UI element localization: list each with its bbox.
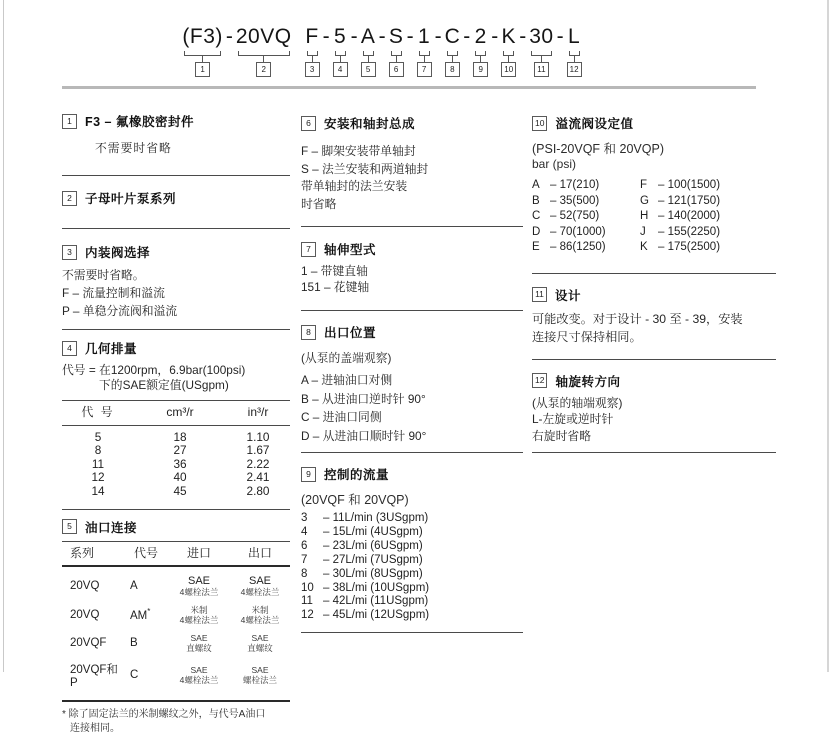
section-1-title: F3 – 氟橡胶密封件 (85, 115, 194, 129)
section-8-subtitle: (从泵的盖端观察) (301, 351, 392, 365)
body-line: L-左旋或逆时针 (532, 412, 614, 426)
segment-text: C (444, 25, 461, 48)
port-line: 4螺栓法兰 (179, 586, 219, 597)
column-2 (301, 106, 523, 633)
section-12-title: 轴旋转方向 (555, 374, 621, 389)
option-code: H (640, 210, 649, 222)
option-line: 151 – 花键轴 (301, 280, 370, 294)
model-code-segment-2 (236, 24, 292, 77)
section-8-body (301, 371, 523, 445)
option-text: – 38L/mi (10USgpm) (323, 581, 430, 594)
page-left-edge (3, 0, 4, 672)
section-7-title: 轴伸型式 (324, 243, 377, 257)
port-row-series: 20VQF和P (70, 663, 118, 689)
option-text: – 100(1500) (658, 179, 721, 191)
option-line: A – 进轴油口对侧 (301, 373, 393, 387)
port-line: SAE (248, 574, 271, 587)
table-cell: 2.80 (246, 483, 270, 498)
port-line: 4螺栓法兰 (179, 614, 219, 625)
relief-option (640, 225, 748, 241)
section-11-body (532, 310, 776, 346)
section-11-title: 设计 (555, 288, 582, 303)
port-outlet-cell (230, 605, 290, 625)
section-divider (301, 226, 523, 227)
section-1-number-box: 1 (62, 114, 77, 129)
option-text: – 175(2500) (658, 241, 721, 253)
flow-option (301, 540, 523, 554)
option-line: P – 单稳分流阀和溢流 (62, 304, 178, 318)
section-divider (532, 452, 776, 453)
model-code-segment-1 (182, 24, 223, 77)
column-header: cm³/r (166, 405, 194, 419)
segment-separator: - (434, 25, 442, 48)
section-7-number-box: 7 (301, 242, 316, 257)
section-3-body (62, 266, 290, 320)
segment-text: 2 (474, 25, 487, 48)
model-code-segment-11 (529, 24, 553, 77)
segment-separator: - (322, 25, 330, 48)
section-9-subtitle: (20VQF 和 20VQP) (301, 493, 409, 507)
section-11-number-box: 11 (532, 287, 547, 302)
option-text: – 27L/mi (7USgpm) (323, 553, 423, 566)
footnote-line: 连接相同。 (70, 722, 120, 734)
port-row-code: B (130, 636, 138, 649)
column-header: 代 号 (81, 405, 115, 419)
section-11-header (532, 286, 776, 304)
section-6-title: 安装和轴封总成 (324, 117, 416, 131)
model-code-segment-4 (333, 24, 348, 77)
option-line: 时省略 (301, 196, 337, 211)
relief-settings-right (640, 178, 748, 256)
model-code-segment-10 (501, 24, 516, 77)
port-inlet-cell (168, 605, 230, 625)
relief-option (640, 194, 748, 210)
option-code: 11 (301, 595, 313, 608)
segment-text: 20VQ (235, 25, 292, 48)
table-cell: 5 (94, 429, 102, 444)
table-cell: 36 (173, 456, 187, 471)
segment-number-box: 4 (333, 62, 348, 77)
option-text: – 30L/mi (8USgpm) (323, 567, 423, 580)
segment-number-box: 8 (445, 62, 460, 77)
port-outlet-cell (230, 665, 290, 685)
section-9-header (301, 465, 523, 483)
content-columns (62, 106, 776, 736)
segment-number-box: 10 (501, 62, 516, 77)
section-10-header (532, 114, 776, 132)
section-divider (301, 632, 523, 633)
option-code: J (640, 225, 646, 238)
segment-text: 5 (333, 25, 347, 48)
relief-option (532, 178, 640, 194)
relief-option (532, 194, 640, 210)
option-text: – 70(1000) (550, 225, 606, 238)
port-row-series: 20VQ (70, 608, 100, 621)
flow-option (301, 582, 523, 596)
table-cell: 45 (173, 483, 187, 498)
model-code-segment-6 (389, 24, 404, 77)
table-cell: 2.41 (246, 470, 270, 485)
section-divider (62, 175, 290, 176)
segment-separator: - (556, 25, 564, 48)
relief-option (532, 240, 640, 256)
table-cell: 40 (173, 470, 187, 485)
model-code-segment-12 (567, 24, 582, 77)
segment-number-box: 2 (256, 62, 271, 77)
flow-option (301, 609, 523, 623)
table-cell: 12 (91, 470, 105, 485)
section-3-number-box: 3 (62, 245, 77, 260)
option-text: – 52(750) (550, 210, 600, 222)
section-6-number-box: 6 (301, 116, 316, 131)
option-line: 不需要时省略。 (62, 268, 145, 282)
section-5-header (62, 518, 290, 536)
section-divider (301, 310, 523, 311)
relief-option (532, 209, 640, 225)
option-code: K (640, 241, 648, 253)
option-line: C – 进油口同侧 (301, 410, 382, 424)
section-4-header (62, 339, 290, 357)
port-inlet-cell (168, 633, 230, 653)
option-code: 8 (301, 567, 308, 580)
column-3 (532, 106, 776, 453)
option-text: – 155(2250) (658, 225, 721, 238)
model-code-segment-3 (305, 24, 320, 77)
segment-text: 30 (529, 25, 554, 48)
segment-separator: - (350, 25, 358, 48)
segment-number-box: 9 (473, 62, 488, 77)
section-6-header (301, 114, 523, 132)
option-code: 4 (301, 525, 308, 538)
section-3-title: 内装阀选择 (85, 246, 151, 260)
section-4-title: 几何排量 (85, 342, 138, 356)
option-code: C (532, 210, 541, 222)
segment-text: (F3) (182, 25, 223, 48)
column-header: 系列 (70, 545, 95, 560)
section-7-header (301, 240, 523, 258)
page-right-edge (827, 0, 829, 672)
flow-option (301, 595, 523, 609)
section-9-number-box: 9 (301, 467, 316, 482)
body-line: 连接尺寸保持相同。 (532, 329, 642, 344)
option-code: 10 (301, 581, 314, 594)
segment-separator: - (491, 25, 499, 48)
segment-number-box: 11 (534, 62, 549, 77)
option-text: – 121(1750) (658, 194, 721, 207)
section-6-body (301, 143, 523, 213)
section-4-desc-line1: 代号 = 在1200rpm，6.9bar(100psi) (62, 363, 246, 377)
section-divider (62, 329, 290, 330)
section-divider (532, 273, 776, 274)
section-10-number-box: 10 (532, 116, 547, 131)
segment-number-box: 7 (417, 62, 432, 77)
section-8-header (301, 323, 523, 341)
segment-separator: - (519, 25, 527, 48)
relief-settings-left (532, 178, 640, 256)
section-divider (532, 359, 776, 360)
relief-option (640, 240, 748, 256)
flow-option (301, 512, 523, 526)
port-table-footnote (62, 708, 290, 736)
segment-text: 1 (417, 25, 431, 48)
option-code: 3 (301, 512, 308, 524)
section-5-title: 油口连接 (85, 520, 138, 535)
option-text: – 17(210) (550, 179, 600, 191)
table-cell: 1.10 (246, 429, 270, 444)
segment-number-box: 3 (305, 62, 320, 77)
model-code-segment-9 (473, 24, 488, 77)
segment-text: K (501, 25, 516, 48)
column-header: 进口 (186, 545, 211, 560)
section-9-body (301, 512, 523, 623)
section-1-header (62, 112, 290, 130)
section-divider (62, 228, 290, 229)
column-header: 代号 (133, 545, 158, 560)
displacement-table-header (62, 401, 290, 425)
option-code: 12 (301, 609, 314, 622)
option-text: – 42L/mi (11USgpm) (323, 595, 429, 608)
option-text: – 15L/mi (4USgpm) (323, 525, 423, 538)
port-table-body (62, 567, 290, 694)
port-line: 螺栓法兰 (242, 674, 277, 685)
section-10-title: 溢流阀设定值 (555, 117, 634, 131)
option-line: 1 – 带键直轴 (301, 264, 368, 278)
table-cell: 14 (91, 483, 105, 498)
segment-separator: - (225, 25, 233, 48)
option-text: – 86(1250) (550, 241, 606, 253)
column-header: 出口 (247, 545, 272, 560)
option-line: B – 从进油口逆时针 90° (301, 391, 426, 406)
flow-option (301, 568, 523, 582)
option-line: D – 从进油口顺时针 90° (301, 428, 427, 443)
body-line: 可能改变。对于设计 - 30 至 - 39，安装 (532, 311, 743, 326)
flow-option (301, 554, 523, 568)
port-line: 米制 (251, 604, 269, 615)
port-line: SAE (190, 664, 208, 675)
section-1-body: 不需要时省略 (95, 141, 172, 155)
option-line: F – 脚架安装带单轴封 (301, 144, 416, 158)
section-2-header (62, 189, 290, 207)
option-code: B (532, 194, 540, 207)
footnote-line: * 除了固定法兰的米制螺纹之外，与代号A油口 (62, 708, 266, 720)
body-line: (从泵的轴端观察) (532, 395, 623, 410)
option-text: – 140(2000) (658, 210, 721, 222)
segment-text: F (305, 25, 319, 48)
section-7-body (301, 263, 523, 295)
segment-number-box: 12 (567, 62, 582, 77)
port-row-code: C (130, 668, 139, 681)
section-5-number-box: 5 (62, 519, 77, 534)
port-row-series: 20VQF (70, 636, 107, 649)
port-table-header (62, 542, 290, 565)
option-code: A (532, 179, 540, 191)
section-divider (301, 452, 523, 453)
section-2-number-box: 2 (62, 191, 77, 206)
port-line: SAE (251, 632, 269, 643)
relief-option (640, 178, 748, 194)
segment-number-box: 6 (389, 62, 404, 77)
port-line: 4螺栓法兰 (240, 614, 280, 625)
option-code: G (640, 194, 649, 207)
section-divider (62, 509, 290, 510)
section-3-header (62, 243, 290, 261)
table-cell: 2.22 (246, 456, 270, 471)
segment-text: S (388, 25, 404, 48)
port-line: 直螺纹 (186, 642, 212, 653)
section-10-unit: bar (psi) (532, 157, 577, 171)
segment-separator: - (463, 25, 471, 48)
port-line: 4螺栓法兰 (240, 586, 280, 597)
section-12-header (532, 372, 776, 390)
option-code: F (640, 179, 648, 191)
port-line: 4螺栓法兰 (179, 674, 219, 685)
model-code-segment-7 (417, 24, 432, 77)
relief-option (532, 225, 640, 241)
option-text: – 11L/min (3USgpm) (323, 512, 429, 524)
port-inlet-cell (168, 665, 230, 685)
model-code (0, 24, 830, 77)
table-cell: 18 (173, 429, 187, 444)
option-text: – 35(500) (550, 194, 600, 207)
footnote-marker: * (147, 607, 151, 617)
option-code: E (532, 241, 540, 253)
port-line: SAE (187, 574, 210, 587)
table-cell: 1.67 (246, 443, 270, 458)
segment-text: A (360, 25, 376, 48)
relief-settings (532, 178, 776, 256)
column-header: in³/r (247, 405, 269, 419)
section-4-number-box: 4 (62, 341, 77, 356)
segment-separator: - (378, 25, 386, 48)
section-12-number-box: 12 (532, 373, 547, 388)
relief-option (640, 209, 748, 225)
segment-separator: - (406, 25, 414, 48)
option-text: – 23L/mi (6USgpm) (323, 539, 423, 552)
section-8-title: 出口位置 (324, 326, 377, 340)
section-12-body (532, 395, 776, 445)
table-cell: 27 (173, 443, 187, 458)
port-line: SAE (251, 664, 269, 675)
model-code-segment-5 (361, 24, 376, 77)
table-rule-bottom (62, 700, 290, 702)
port-line: 米制 (190, 604, 208, 615)
port-line: SAE (190, 632, 208, 643)
section-9-title: 控制的流量 (324, 468, 390, 482)
option-line: S – 法兰安装和两道轴封 (301, 161, 429, 176)
port-row-code: A (130, 579, 138, 592)
model-code-segment-8 (445, 24, 461, 77)
option-line: 带单轴封的法兰安装 (301, 179, 408, 193)
displacement-table-body (62, 426, 290, 499)
segment-text: L (568, 25, 581, 48)
port-outlet-cell (230, 575, 290, 597)
section-2-title: 子母叶片泵系列 (85, 192, 177, 206)
column-1 (62, 106, 290, 736)
segment-number-box: 5 (361, 62, 376, 77)
port-outlet-cell (230, 633, 290, 653)
section-4-desc-line2: 下的SAE额定值(USgpm) (99, 378, 229, 392)
segment-number-box: 1 (195, 62, 210, 77)
header-divider-rule (62, 86, 756, 89)
option-line: F – 流量控制和溢流 (62, 286, 165, 300)
table-cell: 11 (91, 456, 105, 471)
port-row-code: AM* (130, 607, 151, 622)
option-code: 7 (301, 553, 308, 566)
option-code: 6 (301, 539, 308, 552)
option-code: D (532, 225, 541, 238)
port-inlet-cell (168, 575, 230, 597)
flow-option (301, 526, 523, 540)
section-10-subtitle: (PSI-20VQF 和 20VQP) (532, 142, 664, 156)
body-line: 右旋时省略 (532, 428, 591, 443)
section-8-number-box: 8 (301, 325, 316, 340)
port-line: 直螺纹 (247, 642, 273, 653)
option-text: – 45L/mi (12USgpm) (323, 609, 430, 622)
port-row-series: 20VQ (70, 579, 100, 592)
table-cell: 8 (94, 443, 102, 458)
